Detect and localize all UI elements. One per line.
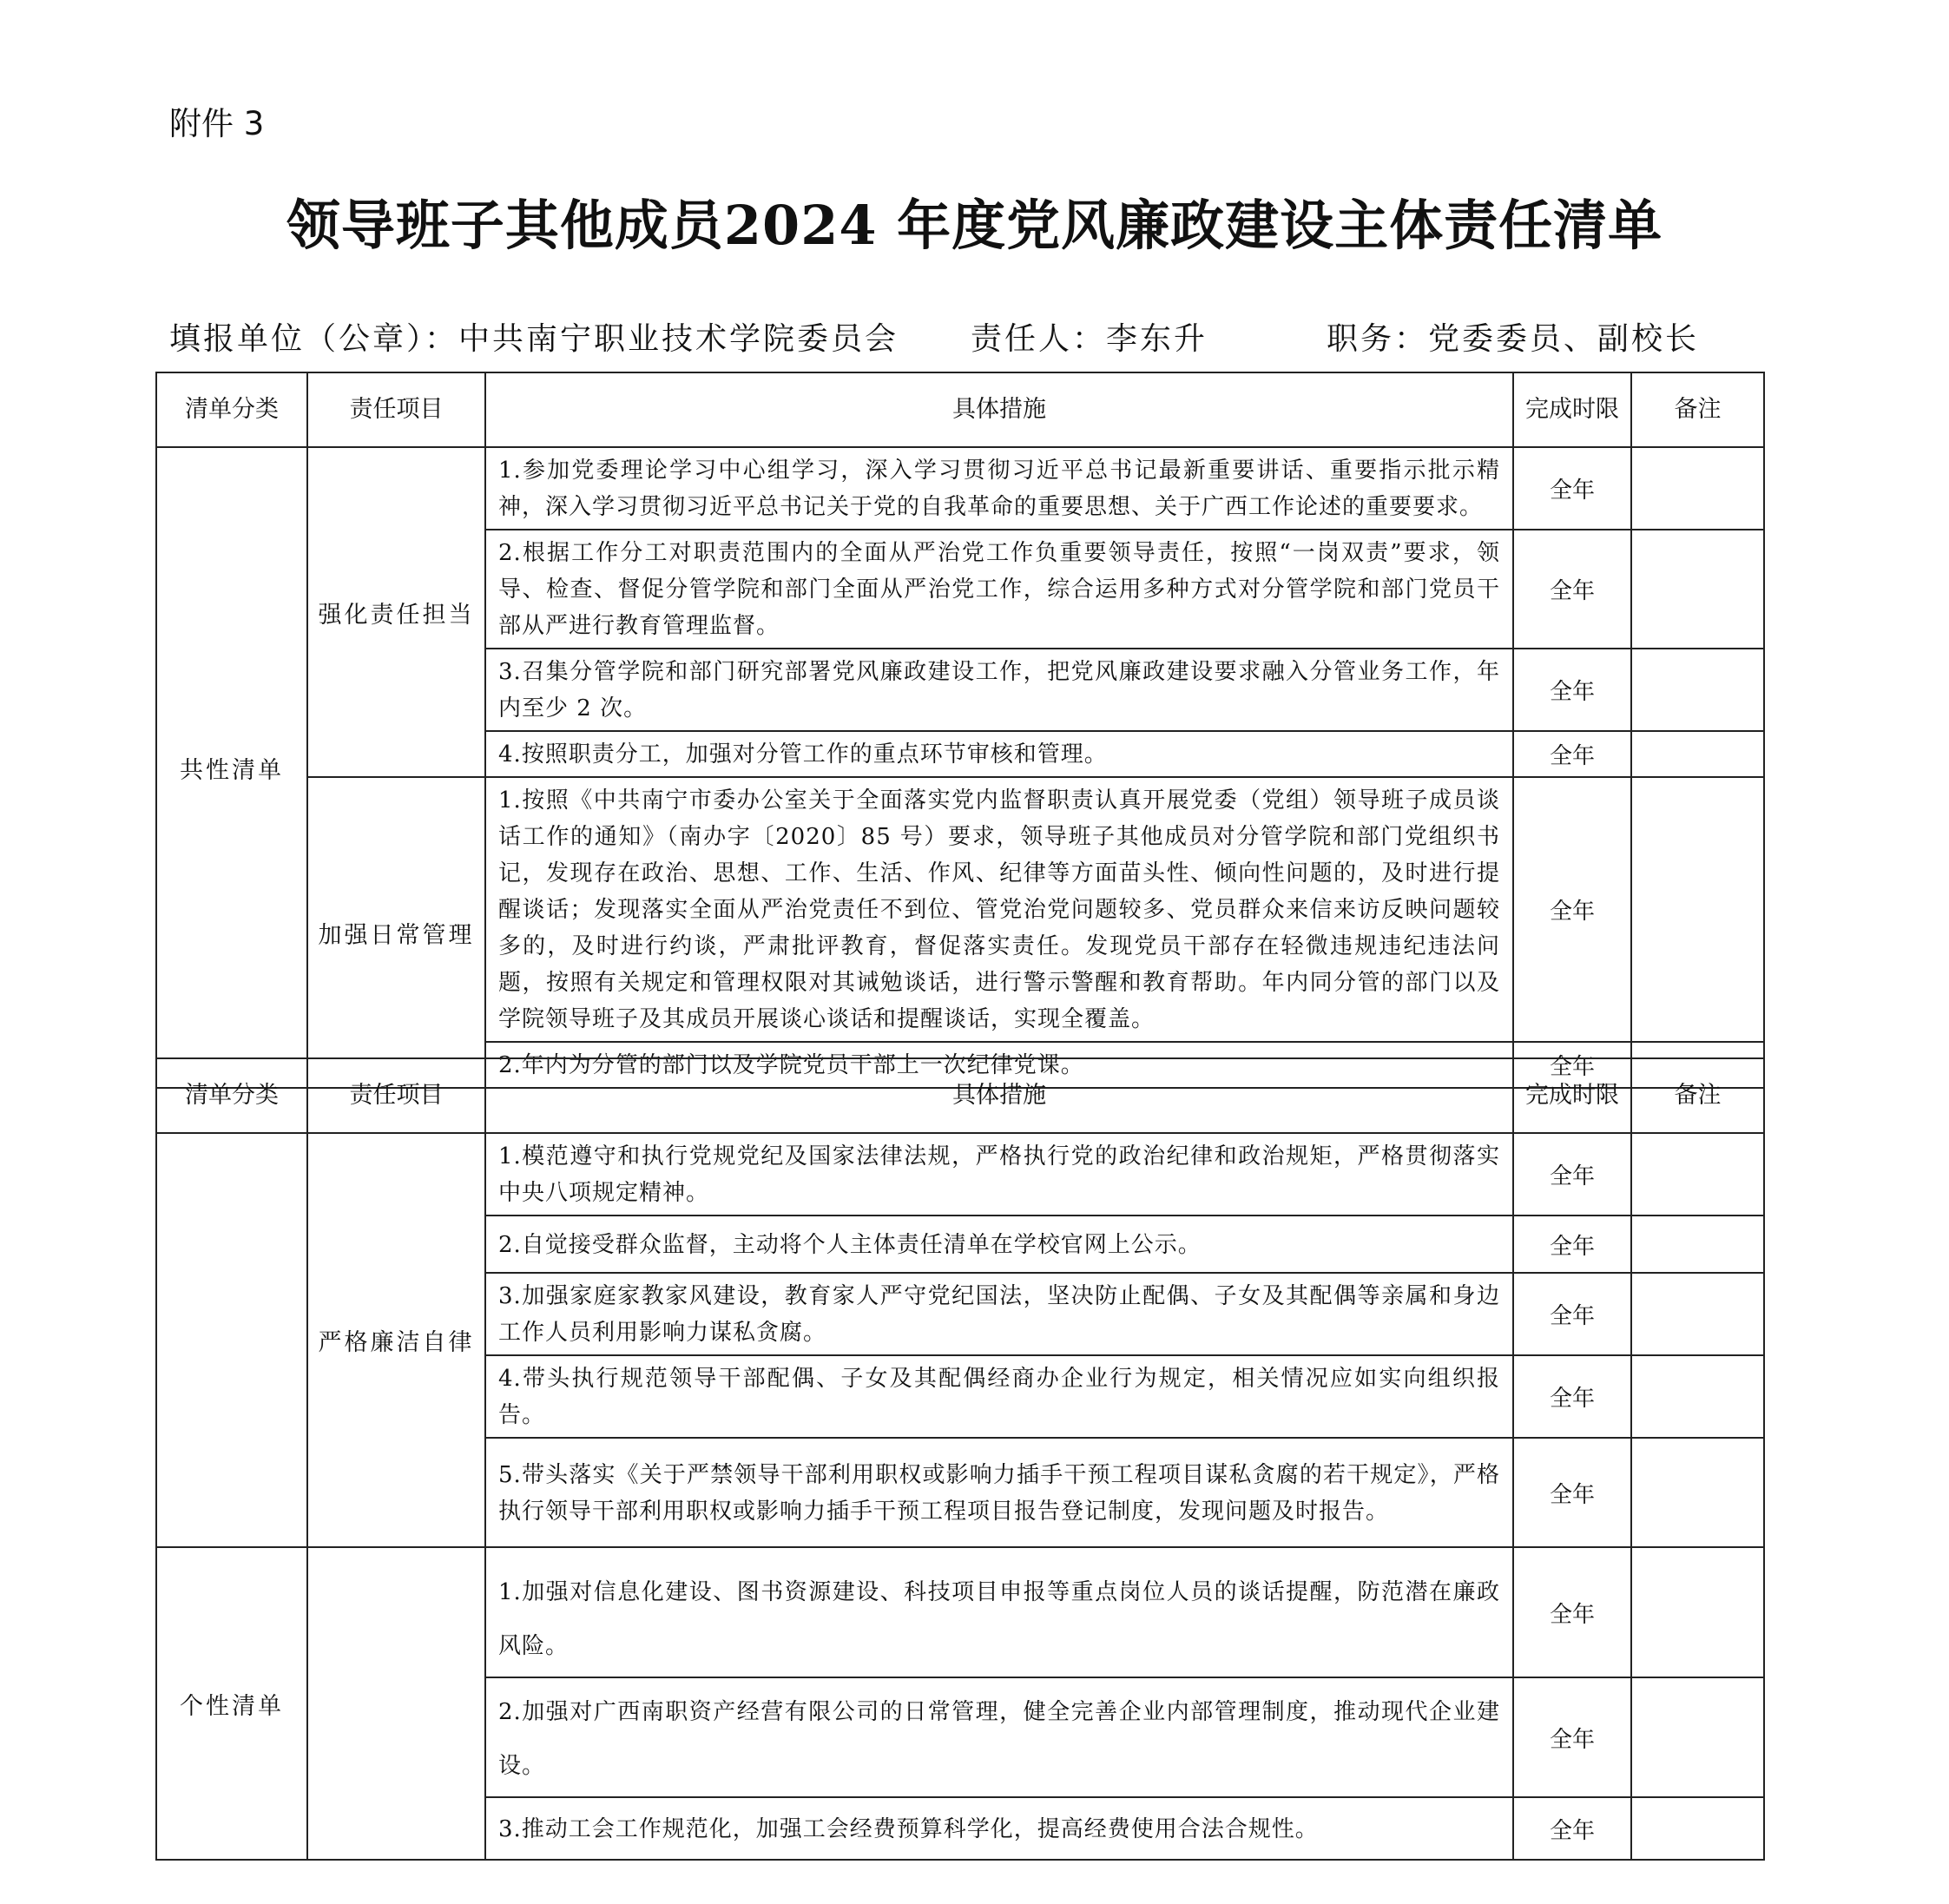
item-cell: 加强日常管理 [307,777,485,1088]
measure-cell: 2.根据工作分工对职责范围内的全面从严治党工作负重要领导责任，按照“一岗双责”要求，领导、检查、督促分管学院和部门全面从严治党工作，综合运用多种方式对分管学院和部门党员干部从严进行教育管理监督。 [485,530,1513,649]
measure-cell: 2.加强对广西南职资产经营有限公司的日常管理，健全完善企业内部管理制度，推动现代企业建设。 [485,1677,1513,1797]
deadline-cell: 全年 [1513,1547,1631,1677]
measure-cell: 1.参加党委理论学习中心组学习，深入学习贯彻习近平总书记最新重要讲话、重要指示批示精神，深入学习贯彻习近平总书记关于党的自我革命的重要思想、关于广西工作论述的重要要求。 [485,447,1513,530]
note-cell [1631,1438,1764,1547]
col-header-note: 备注 [1631,1058,1764,1133]
table-row [156,1133,1764,1216]
table-header-row [156,1058,1764,1133]
deadline-cell: 全年 [1513,1273,1631,1355]
note-cell [1631,530,1764,649]
deadline-cell: 全年 [1513,1677,1631,1797]
measure-cell: 1.按照《中共南宁市委办公室关于全面落实党内监督职责认真开展党委（党组）领导班子成员谈话工作的通知》（南办字〔2020〕85 号）要求，领导班子其他成员对分管学院和部门党组织书记，发现存在政治、思想、工作、生活、作风、纪律等方面苗头性、倾向性问题的，及时进行提醒谈话；发现落实全面从严治党责任不到位、管党治党问题较多、党员群众来信来访反映问题较多的，及时进行约谈，严肃批评教育，督促落实责任。发现党员干部存在轻微违规违纪违法问题，按照有关规定和管理权限对其诫勉谈话，进行警示警醒和教育帮助。年内同分管的部门以及学院领导班子及其成员开展谈心谈话和提醒谈话，实现全覆盖。 [485,777,1513,1042]
deadline-cell: 全年 [1513,777,1631,1042]
category-cell [156,1133,307,1547]
deadline-cell: 全年 [1513,1355,1631,1438]
col-header-deadline: 完成时限 [1513,372,1631,447]
category-cell: 共性清单 [156,447,307,1088]
deadline-cell: 全年 [1513,1797,1631,1860]
measure-cell: 2.年内为分管的部门以及学院党员干部上一次纪律党课。 [485,1042,1513,1088]
table-row [156,777,1764,1042]
note-cell [1631,447,1764,530]
measure-cell: 4.带头执行规范领导干部配偶、子女及其配偶经商办企业行为规定，相关情况应如实向组织报告。 [485,1355,1513,1438]
deadline-cell: 全年 [1513,530,1631,649]
table-row [156,1547,1764,1677]
measure-cell: 1.模范遵守和执行党规党纪及国家法律法规，严格执行党的政治纪律和政治规矩，严格贯彻落实中央八项规定精神。 [485,1133,1513,1216]
page-title: 领导班子其他成员2024 年度党风廉政建设主体责任清单 [286,194,1663,257]
item-cell: 严格廉洁自律 [307,1133,485,1547]
col-header-note: 备注 [1631,372,1764,447]
measure-cell: 1.加强对信息化建设、图书资源建设、科技项目申报等重点岗位人员的谈话提醒，防范潜在廉政风险。 [485,1547,1513,1677]
deadline-cell: 全年 [1513,731,1631,777]
note-cell [1631,1273,1764,1355]
deadline-cell: 全年 [1513,1438,1631,1547]
item-cell [307,1547,485,1860]
measure-cell: 2.自觉接受群众监督，主动将个人主体责任清单在学校官网上公示。 [485,1216,1513,1273]
deadline-cell: 全年 [1513,447,1631,530]
item-cell: 强化责任担当 [307,447,485,777]
note-cell [1631,1547,1764,1677]
responsible-person: 责任人：李东升 [971,321,1208,357]
table-header-row [156,372,1764,447]
note-cell [1631,1797,1764,1860]
table-row [156,447,1764,530]
note-cell [1631,1677,1764,1797]
position: 职务：党委委员、副校长 [1327,321,1700,357]
col-header-item: 责任项目 [307,372,485,447]
measure-cell: 3.推动工会工作规范化，加强工会经费预算科学化，提高经费使用合法合规性。 [485,1797,1513,1860]
deadline-cell: 全年 [1513,649,1631,731]
col-header-deadline: 完成时限 [1513,1058,1631,1133]
col-header-item: 责任项目 [307,1058,485,1133]
col-header-category: 清单分类 [156,1058,307,1133]
note-cell [1631,1133,1764,1216]
deadline-cell: 全年 [1513,1133,1631,1216]
note-cell [1631,777,1764,1042]
responsibility-table-2 [155,1057,1765,1861]
note-cell [1631,1355,1764,1438]
measure-cell: 4.按照职责分工，加强对分管工作的重点环节审核和管理。 [485,731,1513,777]
note-cell [1631,649,1764,731]
category-cell: 个性清单 [156,1547,307,1860]
deadline-cell: 全年 [1513,1042,1631,1088]
measure-cell: 3.加强家庭家教家风建设，教育家人严守党纪国法，坚决防止配偶、子女及其配偶等亲属和身边工作人员利用影响力谋私贪腐。 [485,1273,1513,1355]
reporting-unit: 填报单位（公章）：中共南宁职业技术学院委员会 [169,321,899,357]
note-cell [1631,1216,1764,1273]
measure-cell: 5.带头落实《关于严禁领导干部利用职权或影响力插手干预工程项目谋私贪腐的若干规定》，严格执行领导干部利用职权或影响力插手干预工程项目报告登记制度，发现问题及时报告。 [485,1438,1513,1547]
deadline-cell: 全年 [1513,1216,1631,1273]
col-header-measure: 具体措施 [485,1058,1513,1133]
col-header-category: 清单分类 [156,372,307,447]
attachment-label: 附件 3 [169,105,265,142]
note-cell [1631,731,1764,777]
measure-cell: 3.召集分管学院和部门研究部署党风廉政建设工作，把党风廉政建设要求融入分管业务工作，年内至少 2 次。 [485,649,1513,731]
col-header-measure: 具体措施 [485,372,1513,447]
responsibility-table-1 [155,372,1765,1089]
